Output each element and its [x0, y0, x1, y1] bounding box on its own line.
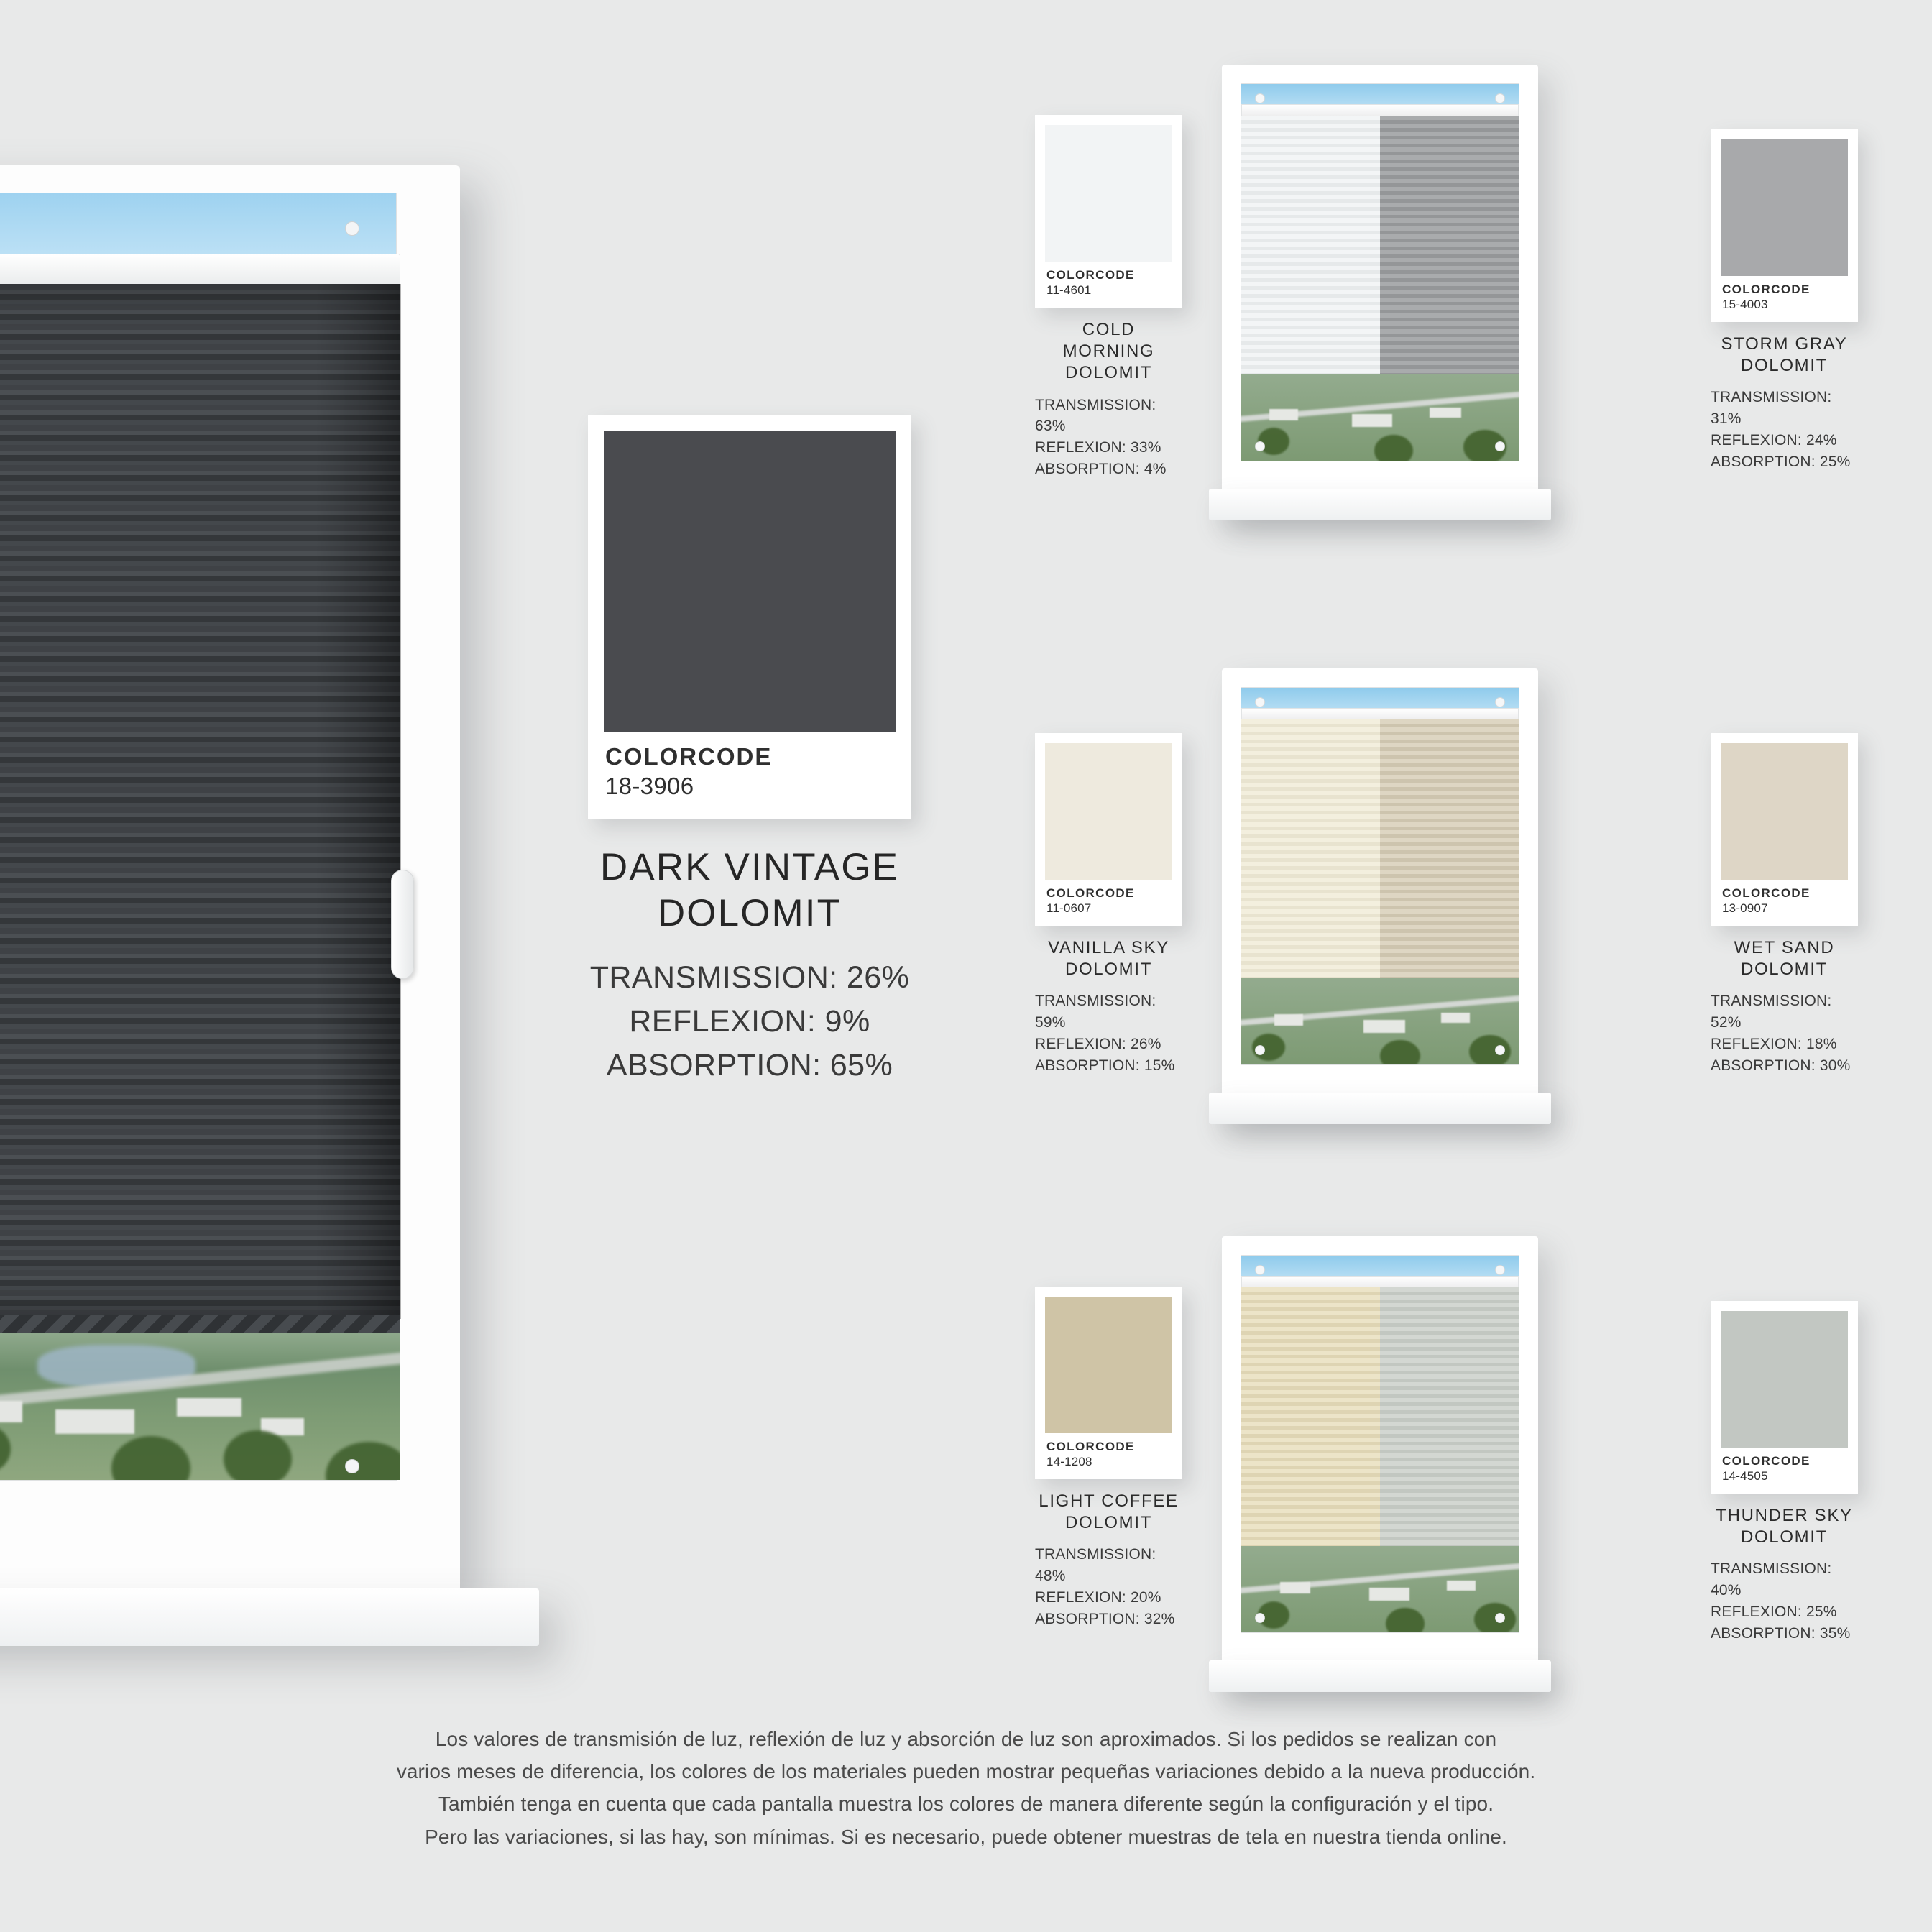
blind-left-half: [1241, 719, 1380, 978]
window-outdoor-view: [1241, 1546, 1519, 1632]
main-swatch-card: [588, 415, 911, 819]
hero-sky: [0, 193, 396, 262]
variant-window-glass: [1241, 687, 1519, 1065]
colorcode-value: 14-4505: [1722, 1468, 1768, 1483]
view-building: [55, 1409, 134, 1434]
main-color-chip: [604, 431, 896, 732]
hero-blind-hem: [0, 1315, 400, 1333]
variant-reflexion: REFLEXION: 26%: [1035, 1035, 1162, 1052]
variant-name-line1: COLD MORNING: [1062, 319, 1155, 362]
blind-right-half: [1380, 116, 1519, 374]
view-building: [1430, 408, 1461, 418]
variant-absorption: ABSORPTION: 25%: [1711, 453, 1851, 470]
blind-left-half: [1241, 116, 1380, 374]
colorcode-label: COLORCODE: [1722, 886, 1811, 900]
variant-name-line2: DOLOMIT: [1064, 363, 1153, 383]
variant-transmission: TRANSMISSION: 48%: [1035, 1546, 1156, 1585]
main-swatch-meta: [604, 732, 896, 819]
blind-right-half: [1380, 1287, 1519, 1546]
window-pleated-blind: [1241, 1287, 1519, 1546]
variant-transmission: TRANSMISSION: 63%: [1035, 396, 1156, 435]
colorcode-label: COLORCODE: [1722, 282, 1811, 296]
variant-specs: [1035, 990, 1182, 1076]
variant-reflexion: REFLEXION: 24%: [1711, 431, 1837, 448]
variant-specs: [1711, 387, 1858, 472]
color-chip: [1721, 743, 1848, 880]
variant-absorption: ABSORPTION: 30%: [1711, 1057, 1851, 1074]
swatch-meta: [1721, 276, 1848, 322]
window-pleated-blind: [1241, 719, 1519, 978]
variant-window-1: [1222, 65, 1538, 518]
view-building: [177, 1398, 242, 1417]
bracket-pin-icon: [1495, 93, 1505, 104]
variant-specs: [1035, 1544, 1182, 1629]
variant-name: [1711, 334, 1858, 377]
variant-group-3: [1006, 1215, 1898, 1718]
blind-right-half: [1380, 719, 1519, 978]
swatch-card: [1711, 1301, 1858, 1494]
variant-card-wet-sand: [1711, 733, 1858, 1077]
swatch-card: [1035, 1287, 1182, 1479]
color-chip: [1045, 1297, 1172, 1433]
variant-name: [1711, 937, 1858, 980]
variant-specs: [1711, 990, 1858, 1076]
colorcode-value: 13-0907: [1722, 901, 1768, 915]
blind-handle[interactable]: [391, 870, 414, 979]
view-building: [1441, 1013, 1470, 1023]
view-building: [1269, 409, 1298, 420]
hero-headrail: [0, 254, 400, 287]
main-transmission: TRANSMISSION: 26%: [589, 960, 910, 995]
variant-name: [1035, 1491, 1182, 1534]
bracket-pin-icon: [1255, 1613, 1265, 1623]
colorcode-label: COLORCODE: [1046, 268, 1135, 282]
colorcode-label: COLORCODE: [605, 743, 773, 770]
variant-transmission: TRANSMISSION: 59%: [1035, 993, 1156, 1031]
variant-transmission: TRANSMISSION: 52%: [1711, 993, 1832, 1031]
swatch-card: [1711, 733, 1858, 926]
variant-name-line1: THUNDER SKY: [1716, 1505, 1853, 1525]
main-product-name: [588, 845, 911, 937]
colorcode-label: COLORCODE: [1046, 1440, 1135, 1453]
window-outdoor-view: [1241, 978, 1519, 1064]
variant-card-storm-gray: [1711, 129, 1858, 473]
hero-window-photo: [0, 165, 532, 1689]
hero-pleated-blind: [0, 284, 400, 1319]
view-building: [0, 1401, 22, 1422]
window-outdoor-view: [1241, 374, 1519, 461]
view-building: [1447, 1581, 1476, 1591]
bracket-pin-icon: [1255, 1265, 1265, 1275]
bracket-pin-icon: [1255, 1045, 1265, 1055]
variant-group-1: [1006, 43, 1898, 546]
bracket-pin-icon: [1495, 441, 1505, 451]
swatch-meta: [1045, 880, 1172, 926]
colorcode-label: COLORCODE: [1046, 886, 1135, 900]
view-building: [1274, 1014, 1303, 1026]
view-tree: [111, 1436, 190, 1480]
variant-reflexion: REFLEXION: 20%: [1035, 1588, 1162, 1606]
view-building: [1352, 414, 1392, 427]
swatch-meta: [1721, 880, 1848, 926]
variant-card-cold-morning: [1035, 115, 1182, 480]
hero-window-sill: [0, 1588, 539, 1646]
color-chip: [1721, 139, 1848, 276]
variant-name-line2: DOLOMIT: [1064, 1513, 1153, 1533]
bracket-pin-icon: [1255, 697, 1265, 707]
footer-line-1: Los valores de transmisión de luz, reflexión de luz y absorción de luz son aproximados. Si los pedidos se realizan con: [435, 1727, 1497, 1750]
main-reflexion: REFLEXION: 9%: [629, 1004, 870, 1039]
colorcode-value: 14-1208: [1046, 1454, 1092, 1468]
main-product-card: [588, 415, 911, 1087]
view-tree: [1374, 435, 1413, 461]
colorcode-value: 11-0607: [1046, 901, 1092, 915]
bracket-pin-icon: [1495, 1045, 1505, 1055]
bracket-pin-icon: [1495, 697, 1505, 707]
variant-name-line1: LIGHT COFFEE: [1039, 1491, 1179, 1511]
main-product-specs: [588, 956, 911, 1087]
variant-absorption: ABSORPTION: 15%: [1035, 1057, 1175, 1074]
color-chip: [1721, 1311, 1848, 1448]
variant-window-sill: [1209, 1092, 1551, 1124]
variant-name-line2: DOLOMIT: [1740, 356, 1828, 376]
variant-window-sill: [1209, 1660, 1551, 1692]
bracket-pin-icon: [1255, 441, 1265, 451]
colorcode-value: 18-3906: [605, 772, 694, 799]
footer-line-3: También tenga en cuenta que cada pantalla muestra los colores de manera diferente según la configuración y el tipo.: [438, 1793, 1494, 1816]
variant-specs: [1711, 1558, 1858, 1644]
variant-name-line1: STORM GRAY: [1721, 334, 1848, 354]
hero-outdoor-view: [0, 1333, 400, 1480]
view-tree: [224, 1430, 292, 1480]
variant-card-thunder-sky: [1711, 1301, 1858, 1644]
bracket-pin-icon: [1495, 1613, 1505, 1623]
bracket-pin-icon: [1495, 1265, 1505, 1275]
variant-name-line2: DOLOMIT: [1064, 960, 1153, 980]
window-pleated-blind: [1241, 116, 1519, 374]
variant-reflexion: REFLEXION: 18%: [1711, 1035, 1837, 1052]
main-product-name-line1: DARK VINTAGE: [599, 845, 900, 888]
bracket-pin-icon: [345, 1459, 359, 1473]
variant-name: [1711, 1505, 1858, 1548]
view-tree: [0, 1424, 11, 1474]
variant-name-line2: DOLOMIT: [1740, 1527, 1828, 1547]
colorcode-value: 11-4601: [1046, 282, 1092, 297]
variant-reflexion: REFLEXION: 25%: [1711, 1603, 1837, 1620]
view-building: [1363, 1020, 1405, 1033]
variant-transmission: TRANSMISSION: 40%: [1711, 1560, 1832, 1599]
swatch-card: [1711, 129, 1858, 322]
view-building: [1369, 1588, 1409, 1601]
variant-name: [1035, 319, 1182, 385]
footer-line-2: varios meses de diferencia, los colores de los materiales pueden mostrar pequeñas variaciones debido a la nueva producción.: [396, 1760, 1536, 1782]
variant-window-3: [1222, 1236, 1538, 1689]
color-chip: [1045, 125, 1172, 262]
variant-specs: [1035, 395, 1182, 480]
colorcode-label: COLORCODE: [1722, 1454, 1811, 1468]
variant-window-glass: [1241, 1255, 1519, 1633]
main-product-name-line2: DOLOMIT: [657, 892, 842, 935]
swatch-card: [1035, 733, 1182, 926]
variant-group-2: [1006, 647, 1898, 1150]
view-tree: [1380, 1040, 1420, 1064]
variant-name-line1: WET SAND: [1734, 937, 1835, 957]
variant-name-line1: VANILLA SKY: [1048, 937, 1169, 957]
variant-name-line2: DOLOMIT: [1740, 960, 1828, 980]
color-chip: [1045, 743, 1172, 880]
footer-line-4: Pero las variaciones, si las hay, son mínimas. Si es necesario, puede obtener muestras de tela en nuestra tienda online.: [425, 1825, 1507, 1848]
variant-name: [1035, 937, 1182, 980]
view-tree: [1386, 1608, 1425, 1632]
bracket-pin-icon: [1255, 93, 1265, 104]
hero-window-glass: [0, 193, 397, 1481]
swatch-meta: [1721, 1448, 1848, 1494]
variant-reflexion: REFLEXION: 33%: [1035, 439, 1162, 456]
variant-window-glass: [1241, 83, 1519, 461]
blind-left-half: [1241, 1287, 1380, 1546]
variant-card-light-coffee: [1035, 1287, 1182, 1630]
view-tree: [326, 1442, 400, 1480]
hero-window-frame: [0, 165, 460, 1596]
bracket-pin-icon: [345, 221, 359, 236]
variant-absorption: ABSORPTION: 32%: [1035, 1610, 1175, 1627]
colorcode-value: 15-4003: [1722, 297, 1768, 311]
variant-window-2: [1222, 668, 1538, 1121]
swatch-meta: [1045, 1433, 1172, 1479]
variant-card-vanilla-sky: [1035, 733, 1182, 1077]
variant-absorption: ABSORPTION: 4%: [1035, 460, 1167, 477]
swatch-meta: [1045, 262, 1172, 308]
swatch-card: [1035, 115, 1182, 308]
main-absorption: ABSORPTION: 65%: [606, 1048, 893, 1083]
view-building: [1280, 1582, 1310, 1593]
variant-transmission: TRANSMISSION: 31%: [1711, 389, 1832, 428]
variant-window-sill: [1209, 489, 1551, 520]
footer-disclaimer: [0, 1723, 1932, 1853]
variant-absorption: ABSORPTION: 35%: [1711, 1624, 1851, 1642]
